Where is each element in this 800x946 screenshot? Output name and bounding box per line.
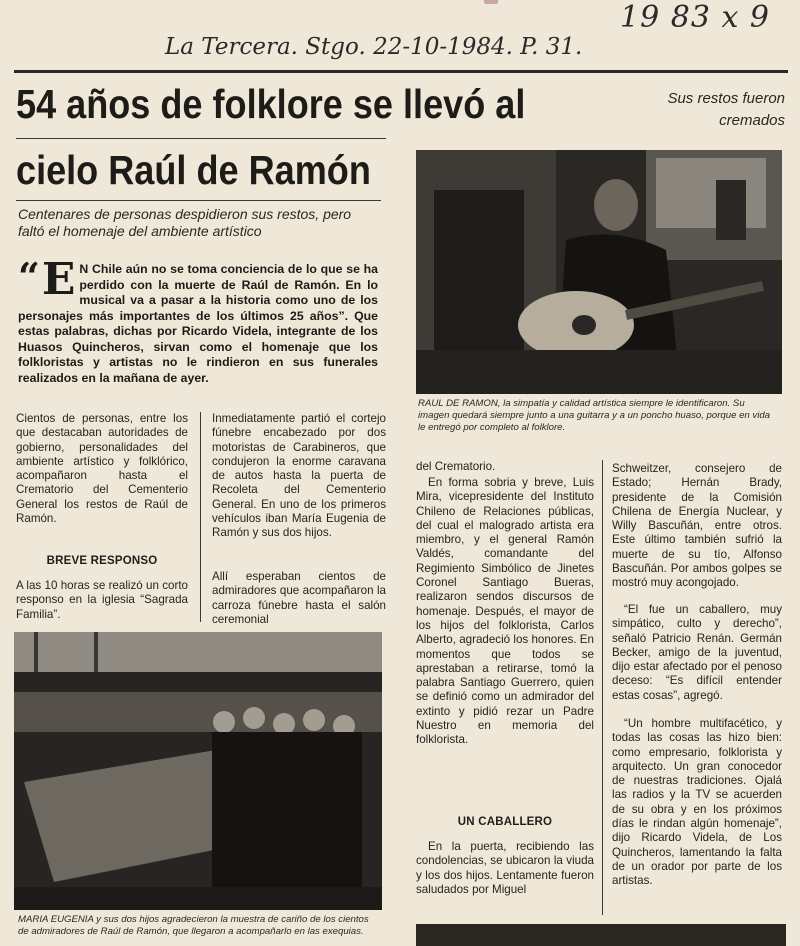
bottom-dark-strip xyxy=(416,924,786,946)
deck: Centenares de personas despidieron sus restos, pero faltó el homenaje del ambiente artístico xyxy=(18,206,352,239)
quote-mark: “ xyxy=(18,254,40,299)
column-3-paragraph-3: En la puerta, recibiendo las condolencias, se ubicaron la viuda y los dos hijos. Lentamente fueron saludados por Miguel xyxy=(416,840,594,896)
ink-mark xyxy=(484,0,498,4)
handwritten-date-note: La Tercera. Stgo. 22-10-1984. P. 31. xyxy=(165,34,583,60)
column-divider xyxy=(200,412,201,622)
column-4-paragraph-1: Schweitzer, consejero de Estado; Hernán Brady, presidente de la Comisión Chilena de Energía Nuclear, y Willy Bascuñán, entre otros. Este último también sufrió la muerte de su tío, Alfonso Bascuñán. Por ambos golpes se mostró muy acongojado. xyxy=(612,462,782,590)
column-1-paragraph-2: A las 10 horas se realizó un corto responso en la iglesia “Sagrada Familia”. xyxy=(16,579,188,621)
photo-bottom-caption: MARIA EUGENIA y sus dos hijos agradecieron la muestra de cariño de los cientos de admiradores de Raúl de Ramón, que llegaron a acompañarlo en las exequias. xyxy=(18,914,369,937)
subhead-breve-responso: BREVE RESPONSO xyxy=(46,555,158,567)
kicker: Sus restos fueron cremados xyxy=(667,90,785,129)
handwritten-archive-number: 19 83 x 9 xyxy=(620,0,770,35)
column-2-paragraph-1: Inmediatamente partió el cortejo fúnebre encabezado por dos motoristas de Carabineros, que condujeron la enorme caravana de autos hasta la puerta de Recoleta del Cementerio General. En uno de los primeros vehículos iban María Eugenia de Ramón y sus dos hijos. xyxy=(212,412,386,540)
headline-divider xyxy=(16,138,386,139)
subhead-un-caballero: UN CABALLERO xyxy=(457,816,553,828)
funeral-photo xyxy=(14,632,382,910)
lead-paragraph xyxy=(18,254,378,386)
photo-raul-guitar xyxy=(416,150,782,394)
deck-divider xyxy=(16,200,381,201)
headline-line-2: cielo Raúl de Ramón xyxy=(16,147,371,193)
headline-line-1: 54 años de folklore se llevó al xyxy=(16,81,526,127)
column-2-paragraph-2: Allí esperaban cientos de admiradores que acompañaron la carroza fúnebre hasta el salón ceremonial xyxy=(212,570,386,626)
photo-top-caption: RAUL DE RAMON, la simpatía y calidad artística siempre le identificaron. Su imagen quedará siempre junto a una guitarra y a un poncho huaso, porque en vida le entregó por completo al folklore. xyxy=(418,398,771,433)
column-3-paragraph-2: En forma sobria y breve, Luis Mira, vicepresidente del Instituto Chileno de Relaciones públicas, del cual el malogrado artista era miembro, y el general Ramón Valdés, comandante del Regimiento Simbólico de Jinetes Coronel Santiago Bueras, realizaron sendos discursos de homenaje. Después, el mayor de los hijos del folklorista, Carlos Alberto, agradeció los honores. En momentos que todos se aprestaban a retirarse, tomó la palabra Santiago Guerrero, quien se definió como un admirador del extinto y pidió rezar un Padre Nuestro en memoria del folklorista. xyxy=(416,476,594,747)
column-divider-2 xyxy=(602,460,603,915)
lead-text: N Chile aún no se toma conciencia de lo que se ha perdido con la muerte de Raúl de Ramón. En lo musical va a pasar a la historia como uno de los personajes más importantes de los últimos 25 años”. Que estas palabras, dichas por Ricardo Videla, integrante de los Huasos Quincheros, sirvan como el homenaje que los folkloristas y artistas no le rindieron en sus funerales realizados en la mañana de ayer. xyxy=(18,262,378,385)
column-1-paragraph-1: Cientos de personas, entre los que destacaban autoridades de gobierno, personalidades del ambiente artístico y folklórico, acompañaron hasta el Crematorio del Cementerio General los restos de Raúl de Ramón. xyxy=(16,412,188,526)
raul-de-ramon-guitar-photo xyxy=(416,150,782,394)
top-rule xyxy=(14,70,788,73)
photo-funeral-mourners xyxy=(14,632,382,910)
column-3-paragraph-1: del Crematorio. xyxy=(416,460,496,473)
drop-cap: E xyxy=(41,254,76,305)
column-4-paragraph-2: “El fue un caballero, muy simpático, culto y derecho”, señaló Patricio Renán. Germán Becker, amigo de la juventud, dijo estar afectado por el penoso deceso: “Es difícil entender estas cosas”, agregó. xyxy=(612,603,782,702)
column-4-paragraph-3: “Un hombre multifacético, y todas las cosas las hizo bien: como empresario, folklorista y arquitecto. Un gran conocedor de nuestras tradiciones. Ojalá las radios y la TV se acuerden de su obra y en los próximos días le rindan algún homenaje”, dijo Ricardo Videla, de Los Quincheros, lamentando la falta de un orador por parte de los artistas. xyxy=(612,717,782,888)
